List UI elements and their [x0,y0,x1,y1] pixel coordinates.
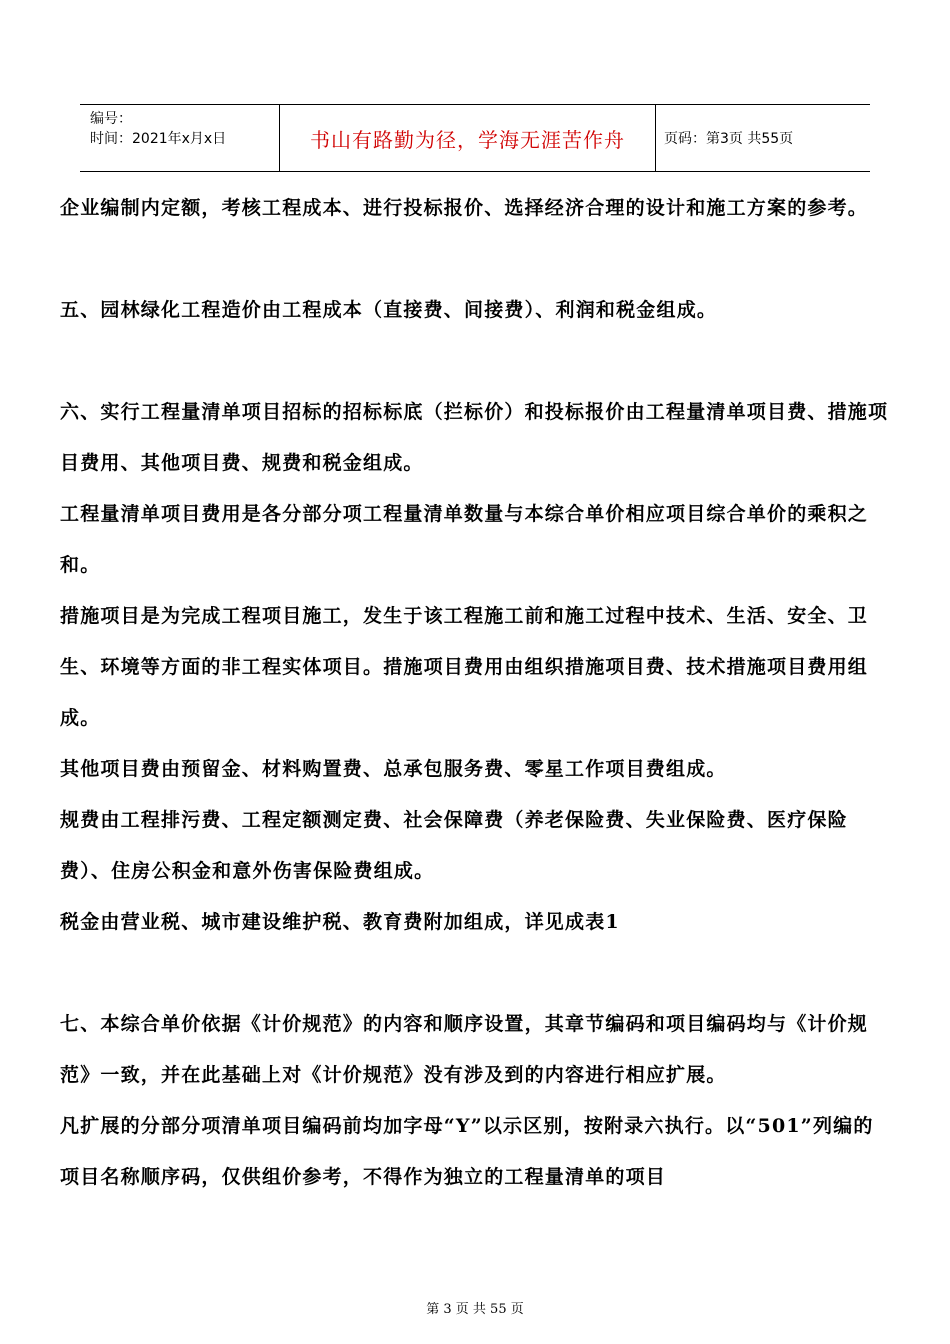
paragraph: 工程量清单项目费用是各分部分项工程量清单数量与本综合单价相应项目综合单价的乘积之和。 [60,503,869,576]
paragraph: 企业编制内定额，考核工程成本、进行投标报价、选择经济合理的设计和施工方案的参考。 [60,197,869,219]
section-heading: 六、实行工程量清单项目招标的招标标底（拦标价）和投标报价由工程量清单项目费、措施项目费用、其他项目费、规费和税金组成。 [60,401,889,474]
header-motto: 书山有路勤为径，学海无涯苦作舟 [310,127,625,152]
header-page-info-cell [656,105,870,171]
document-date: 时间：2021年x月x日 [90,131,227,147]
document-body [60,183,890,1203]
header-page-info: 页码：第3页 共55页 [664,131,794,147]
paragraph: 税金由营业税、城市建设维护税、教育费附加组成，详见成表1 [60,911,620,933]
page-footer: 第 3 页 共 55 页 [426,1302,524,1317]
paragraph: 凡扩展的分部分项清单项目编码前均加字母“Y”以示区别，按附录六执行。以“501”列编的项目名称顺序码，仅供组价参考，不得作为独立的工程量清单的项目 [60,1115,874,1188]
paragraph: 其他项目费由预留金、材料购置费、总承包服务费、零星工作项目费组成。 [60,758,727,780]
paragraph: 规费由工程排污费、工程定额测定费、社会保障费（养老保险费、失业保险费、医疗保险费）、住房公积金和意外伤害保险费组成。 [60,809,848,882]
page-header [80,104,870,172]
section-heading: 七、本综合单价依据《计价规范》的内容和顺序设置，其章节编码和项目编码均与《计价规范》一致，并在此基础上对《计价规范》没有涉及到的内容进行相应扩展。 [60,1013,869,1086]
header-motto-cell [280,105,656,171]
header-meta [80,105,280,171]
blank-line [60,948,890,999]
blank-line [60,336,890,387]
section-heading: 五、园林绿化工程造价由工程成本（直接费、间接费）、利润和税金组成。 [60,299,718,321]
document-number-label: 编号： [90,111,132,127]
blank-line [60,234,890,285]
paragraph: 措施项目是为完成工程项目施工，发生于该工程施工前和施工过程中技术、生活、安全、卫生、环境等方面的非工程实体项目。措施项目费用由组织措施项目费、技术措施项目费用组成。 [60,605,869,729]
